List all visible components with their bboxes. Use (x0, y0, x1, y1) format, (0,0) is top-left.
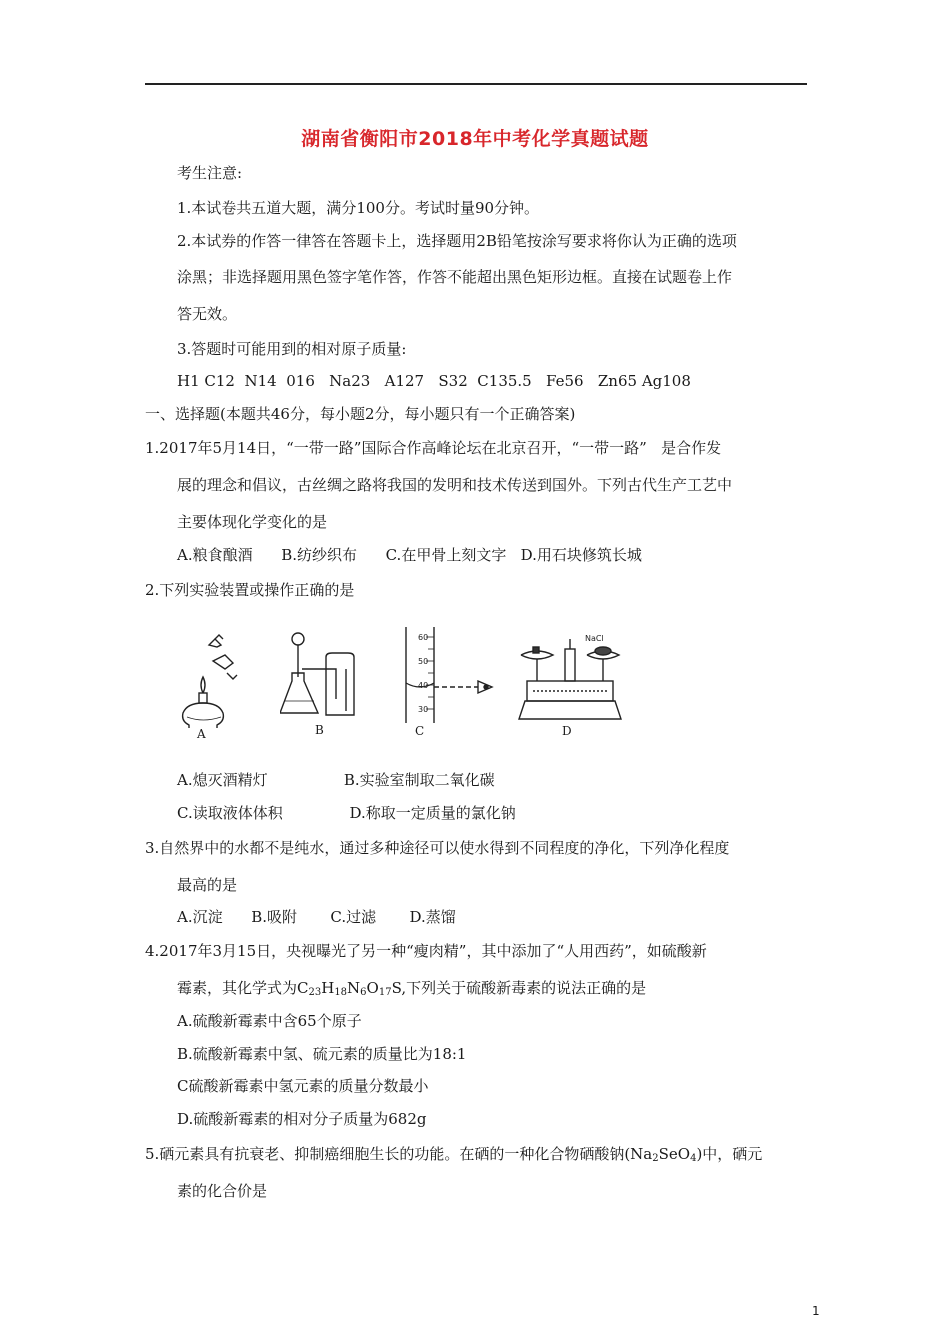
atomic-masses: H1 C12 N14 016 Na23 A127 S32 C135.5 Fe56 Zn65 Ag108 (177, 372, 691, 390)
figure-label-d: D (562, 724, 572, 738)
figure-label-b: B (315, 723, 324, 737)
notice-item-3: 3.答题时可能用到的相对原子质量: (177, 340, 407, 358)
q5-line-1: 5.硒元素具有抗衰老、抑制癌细胞生长的功能。在硒的一种化合物硒酸钠$(Na_2SeO_4)$中，硒元 (145, 1145, 763, 1164)
alcohol-lamp-drawing (175, 633, 245, 728)
section-heading: 一、选择题(本题共46分，每小题2分，每小题只有一个正确答案) (145, 405, 576, 423)
scale-mark-40: 40 (418, 681, 429, 690)
q1-line-2: 展的理念和倡议，古丝绸之路将我国的发明和技术传送到国外。下列古代生产工艺中 (177, 476, 733, 494)
q4-option-a: A.硫酸新霉素中含65个原子 (177, 1012, 362, 1030)
scale-mark-60: 60 (418, 633, 429, 642)
q1-options: A.粮食酿酒 B.纺纱织布 C.在甲骨上刻文字 D.用石块修筑长城 (177, 546, 642, 564)
notice-heading: 考生注意: (177, 164, 243, 182)
graduated-cylinder-drawing (398, 623, 498, 723)
page-number: 1 (812, 1304, 820, 1318)
q4-option-c: C硫酸新霉素中氢元素的质量分数最小 (177, 1077, 429, 1095)
page-title: 湖南省衡阳市2018年中考化学真题试题 (301, 128, 649, 150)
q1-line-1: 1.2017年5月14日，“一带一路”国际合作高峰论坛在北京召开，“一带一路” 是合作发 (145, 439, 722, 457)
q4-option-b: B.硫酸新霉素中氢、硫元素的质量比为18:1 (177, 1045, 467, 1063)
q2-stem: 2.下列实验装置或操作正确的是 (145, 581, 355, 599)
notice-item-2-line-3: 答无效。 (177, 305, 238, 323)
notice-item-2-line-1: 2.本试券的作答一律答在答题卡上，选择题用2B铅笔按涂写要求将你认为正确的选项 (177, 232, 737, 250)
nacl-label: NaCl (585, 634, 604, 643)
q4-line-1: 4.2017年3月15日，央视曝光了另一种“瘦肉精”，其中添加了“人用西药”，如硫酸新 (145, 942, 707, 960)
q3-line-1: 3.自然界中的水都不是纯水，通过多种途径可以使水得到不同程度的净化，下列净化程度 (145, 839, 730, 857)
q4-line-2: 霉素，其化学式为$C_{23}H_{18}N_6O_{17}S$,下列关于硫酸新毒素的说法正确的是 (177, 979, 647, 998)
scale-mark-50: 50 (418, 657, 429, 666)
scale-mark-30: 30 (418, 705, 429, 714)
q2-options-ab: A.熄灭酒精灯 B.实验室制取二氧化碳 (177, 771, 495, 789)
q1-line-3: 主要体现化学变化的是 (177, 513, 328, 531)
balance-drawing (515, 631, 625, 723)
q2-options-cd: C.读取液体体积 D.称取一定质量的氯化钠 (177, 804, 516, 822)
q3-options: A.沉淀 B.吸附 C.过滤 D.蒸馏 (177, 908, 456, 926)
q5-line-2: 素的化合价是 (177, 1182, 268, 1200)
figure-label-a: A (197, 727, 206, 741)
q3-line-2: 最高的是 (177, 876, 238, 894)
gas-generation-drawing (280, 629, 370, 721)
figure-label-c: C (415, 724, 425, 738)
header-rule (145, 83, 807, 85)
q4-option-d: D.硫酸新霉素的相对分子质量为682g (177, 1110, 427, 1128)
apparatus-figure (170, 623, 630, 743)
notice-item-2-line-2: 涂黑；非选择题用黑色签字笔作答，作答不能超出黑色矩形边框。直接在试题卷上作 (177, 268, 733, 286)
notice-item-1: 1.本试卷共五道大题，满分100分。考试时量90分钟。 (177, 199, 540, 217)
